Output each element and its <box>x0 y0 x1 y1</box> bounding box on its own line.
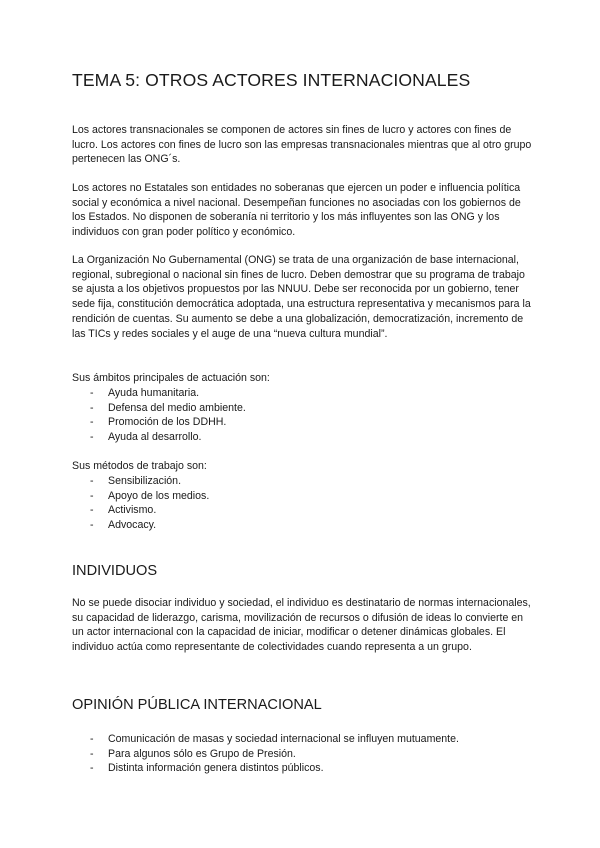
list-item <box>72 489 532 504</box>
list-item <box>72 518 532 533</box>
list-item-text: Promoción de los DDHH. <box>108 416 227 429</box>
list-item-text: Activismo. <box>108 504 157 517</box>
paragraph-no-estatales: Los actores no Estatales son entidades no soberanas que ejercen un poder e influencia política social y económica a nivel nacional. Desempeñan funciones no asociadas con los gobiernos de los Estados. No disponen de soberanía ni territorio y los más influyentes son las ONG y los individuos con gran poder político y económico. <box>72 182 521 239</box>
list-item-text: Distinta información genera distintos públicos. <box>108 762 324 775</box>
paragraph-ong: La Organización No Gubernamental (ONG) se trata de una organización de base internacional, regional, subregional o nacional sin fines de lucro. Deben demostrar que su programa de trabajo se ajusta a los objetivos propuestos por las NNUU. Debe ser reconocida por un gobierno, tener sede fija, constitución democrática adoptada, una estructura representativa y mecanismos para la rendición de cuentas. Su aumento se debe a una globalización, democratización, incremento de las TICs y redes sociales y el auge de una “nueva cultura mundial”. <box>72 254 531 340</box>
list-item <box>72 761 532 776</box>
dash-marker: - <box>90 401 94 414</box>
list-item <box>72 415 532 430</box>
list-item <box>72 732 532 747</box>
section-heading-individuos: INDIVIDUOS <box>72 563 158 579</box>
list-item-text: Ayuda al desarrollo. <box>108 431 202 444</box>
dash-marker: - <box>90 733 94 745</box>
list-item-text: Sensibilización. <box>108 475 182 487</box>
dash-marker: - <box>90 431 94 444</box>
list-item <box>72 430 532 445</box>
paragraph-individuos: No se puede disociar individuo y sociedad, el individuo es destinatario de normas internacionales, su capacidad de liderazgo, carisma, movilización de recursos o difusión de ideas lo convierte en un actor internacional con la capacidad de iniciar, modificar o detener dinámicas globales. El individuo actúa como representante de colectividades cuando representa a un grupo. <box>72 597 531 654</box>
dash-marker: - <box>90 475 94 487</box>
list-item <box>72 401 532 416</box>
list-item-text: Ayuda humanitaria. <box>108 387 200 399</box>
list-item-text: Advocacy. <box>108 519 157 532</box>
dash-marker: - <box>90 519 94 532</box>
dash-marker: - <box>90 747 94 760</box>
list-item <box>72 386 532 401</box>
list-item <box>72 503 532 518</box>
list-item <box>72 474 532 489</box>
ambitos-intro: Sus ámbitos principales de actuación son: <box>72 372 270 384</box>
list-item-text: Para algunos sólo es Grupo de Presión. <box>108 747 296 760</box>
dash-marker: - <box>90 762 94 775</box>
page-title: TEMA 5: OTROS ACTORES INTERNACIONALES <box>72 70 471 90</box>
dash-marker: - <box>90 387 94 399</box>
list-item-text: Defensa del medio ambiente. <box>108 401 246 414</box>
section-heading-opinion-publica: OPINIÓN PÚBLICA INTERNACIONAL <box>72 697 322 713</box>
ambitos-list <box>72 386 532 445</box>
paragraph-transnacionales: Los actores transnacionales se componen de actores sin fines de lucro y actores con fines de lucro. Los actores con fines de lucro son las empresas transnacionales mientras que al otro grupo pertenecen las ONG´s. <box>72 124 532 166</box>
list-item <box>72 747 532 762</box>
dash-marker: - <box>90 489 94 502</box>
metodos-list <box>72 474 532 533</box>
list-item-text: Apoyo de los medios. <box>108 489 210 502</box>
list-item-text: Comunicación de masas y sociedad internacional se influyen mutuamente. <box>108 733 459 745</box>
opinion-list <box>72 732 532 776</box>
metodos-intro: Sus métodos de trabajo son: <box>72 460 207 472</box>
dash-marker: - <box>90 504 94 517</box>
dash-marker: - <box>90 416 94 429</box>
